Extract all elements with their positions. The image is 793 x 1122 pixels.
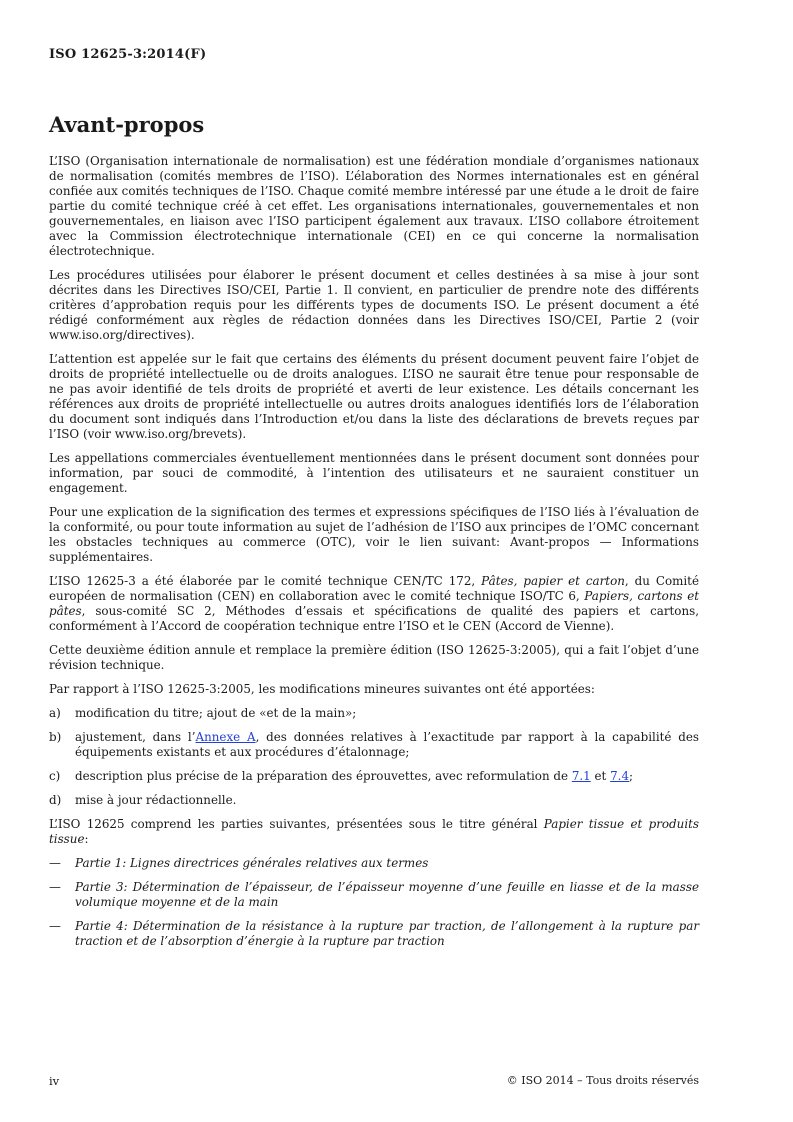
text-segment: L’ISO 12625 comprend les parties suivantes, présentées sous le titre général: [49, 817, 544, 831]
text-segment: et: [590, 769, 611, 783]
page-number: iv: [49, 1074, 60, 1088]
paragraph-iso-organisation: L’ISO (Organisation internationale de normalisation) est une fédération mondiale d’organismes nationaux de normalisation (comités membres de l’ISO). L’élaboration des Normes internationales est en général confiée aux comités techniques de l’ISO. Chaque comité membre intéressé par une étude a le droit de faire partie du comité technique créé à cet effet. Les organisations internationales, gouvernementales et non gouvernementales, en liaison avec l’ISO participent également aux travaux. L’ISO collabore étroitement avec la Commission électrotechnique internationale (CEI) en ce qui concerne la normalisation électrotechnique.: [49, 154, 699, 258]
dash-bullet: —: [49, 856, 61, 870]
list-item-text: modification du titre; ajout de «et de la main»;: [75, 706, 357, 720]
text-segment: description plus précise de la préparation des éprouvettes, avec reformulation de: [75, 769, 572, 783]
list-item-text: mise à jour rédactionnelle.: [75, 793, 237, 807]
document-identifier: ISO 12625-3:2014(F): [49, 47, 207, 62]
paragraph-prepared-by: [49, 574, 699, 634]
text-segment: ajustement, dans l’: [75, 730, 196, 744]
list-item: [49, 856, 699, 871]
paragraph-edition: Cette deuxième édition annule et remplace la première édition (ISO 12625-3:2005), qui a fait l’objet d’une révision technique.: [49, 643, 699, 672]
page-title: Avant-propos: [49, 112, 205, 137]
dash-bullet: —: [49, 880, 61, 894]
list-item-label: a): [49, 706, 61, 720]
paragraph-wto-link: Pour une explication de la signification des termes et expressions spécifiques de l’ISO liés à l’évaluation de la conformité, ou pour toute information au sujet de l’adhésion de l’ISO aux principes de l’OMC concernant les obstacles techniques au commerce (OTC), voir le lien suivant: Avant-propos — Informations supplémentaires.: [49, 505, 699, 564]
paragraph-procedures: Les procédures utilisées pour élaborer le présent document et celles destinées à sa mise à jour sont décrites dans les Directives ISO/CEI, Partie 1. Il convient, en particulier de prendre note des différents critères d’approbation requis pour les différents types de documents ISO. Le présent document a été rédigé conformément aux règles de rédaction données dans les Directives ISO/CEI, Partie 2 (voir www.iso.org/directives).: [49, 268, 699, 342]
part-title: Partie 4: Détermination de la résistance à la rupture par traction, de l’allongement à la rupture par traction et de l’absorption d’énergie à la rupture par traction: [75, 919, 699, 948]
list-item: [49, 730, 699, 760]
text-segment: L’ISO 12625-3 a été élaborée par le comité technique CEN/TC 172,: [49, 574, 482, 588]
committee-title-italic: Pâtes, papier et carton: [481, 574, 625, 588]
list-item-text: [75, 769, 699, 784]
general-title-italic: Papier tissue et produits tissue: [49, 817, 700, 846]
list-item-label: b): [49, 730, 62, 744]
list-item-text: [75, 730, 699, 760]
copyright-notice: © ISO 2014 – Tous droits réservés: [506, 1074, 699, 1087]
paragraph-patent-rights: L’attention est appelée sur le fait que certains des éléments du présent document peuvent faire l’objet de droits de propriété intellectuelle ou de droits analogues. L’ISO ne saurait être tenue pour responsable de ne pas avoir identifié de tels droits de propriété et averti de leur existence. Les détails concernant les références aux droits de propriété intellectuelle ou autres droits analogues identifiés lors de l’élaboration du document sont indiqués dans l’Introduction et/ou dans la liste des déclarations de brevets reçues par l’ISO (voir www.iso.org/brevets).: [49, 352, 699, 441]
paragraph-trade-names: Les appellations commerciales éventuellement mentionnées dans le présent document sont données pour information, par souci de commodité, à l’intention des utilisateurs et ne sauraient constituer un engagement.: [49, 451, 699, 495]
text-segment: , du Comité européen de normalisation (CEN) en collaboration avec le comité technique ISO/TC 6,: [49, 574, 699, 603]
list-item: [49, 793, 699, 808]
paragraph-parts-intro: [49, 817, 699, 847]
dash-bullet: —: [49, 919, 61, 933]
clause-7-4-link[interactable]: 7.4: [610, 769, 630, 783]
list-item: [49, 880, 699, 910]
text-segment: , sous-comité SC 2, Méthodes d’essais et spécifications de qualité des papiers et cartons, conformément à l’Accord de coopération technique entre l’ISO et le CEN (Accord de Vienne).: [49, 604, 699, 633]
text-segment: ;: [629, 769, 634, 783]
part-title: Partie 3: Détermination de l’épaisseur, de l’épaisseur moyenne d’une feuille en liasse et de la masse volumique moyenne et de la main: [75, 880, 699, 909]
text-segment: , des données relatives à l’exactitude par rapport à la capabilité des équipements existants et aux procédures d’étalonnage;: [75, 730, 699, 759]
list-item: [49, 706, 699, 721]
clause-7-1-link[interactable]: 7.1: [571, 769, 591, 783]
committee-title-italic: Papiers, cartons et pâtes: [49, 589, 700, 618]
list-item-label: c): [49, 769, 61, 783]
text-segment: :: [84, 832, 89, 846]
annex-a-link[interactable]: Annexe A: [195, 730, 256, 744]
list-item: [49, 769, 699, 784]
list-item: [49, 919, 699, 949]
paragraph-changes-intro: Par rapport à l’ISO 12625-3:2005, les modifications mineures suivantes ont été apportées:: [49, 682, 595, 696]
document-body: [49, 154, 699, 958]
list-item-label: d): [49, 793, 62, 807]
part-title: Partie 1: Lignes directrices générales relatives aux termes: [75, 856, 429, 870]
